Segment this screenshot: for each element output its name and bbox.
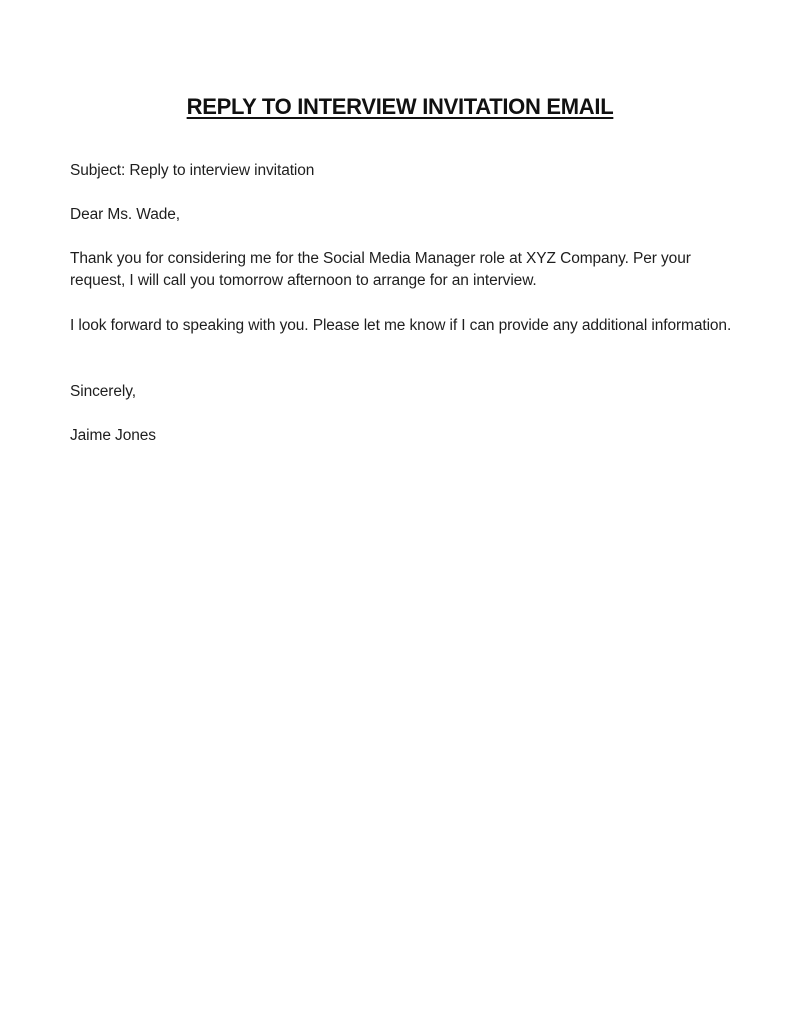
document-title: REPLY TO INTERVIEW INVITATION EMAIL <box>186 94 614 119</box>
email-body-paragraph: I look forward to speaking with you. Please let me know if I can provide any additional information. <box>70 317 732 334</box>
email-salutation: Dear Ms. Wade, <box>70 206 180 223</box>
email-subject-line: Subject: Reply to interview invitation <box>70 162 315 179</box>
email-signature: Jaime Jones <box>70 427 156 444</box>
email-body-paragraph: Thank you for considering me for the Social Media Manager role at XYZ Company. Per your request, I will call you tomorrow afternoon to arrange for an interview. <box>70 250 691 289</box>
email-closing: Sincerely, <box>70 383 136 400</box>
